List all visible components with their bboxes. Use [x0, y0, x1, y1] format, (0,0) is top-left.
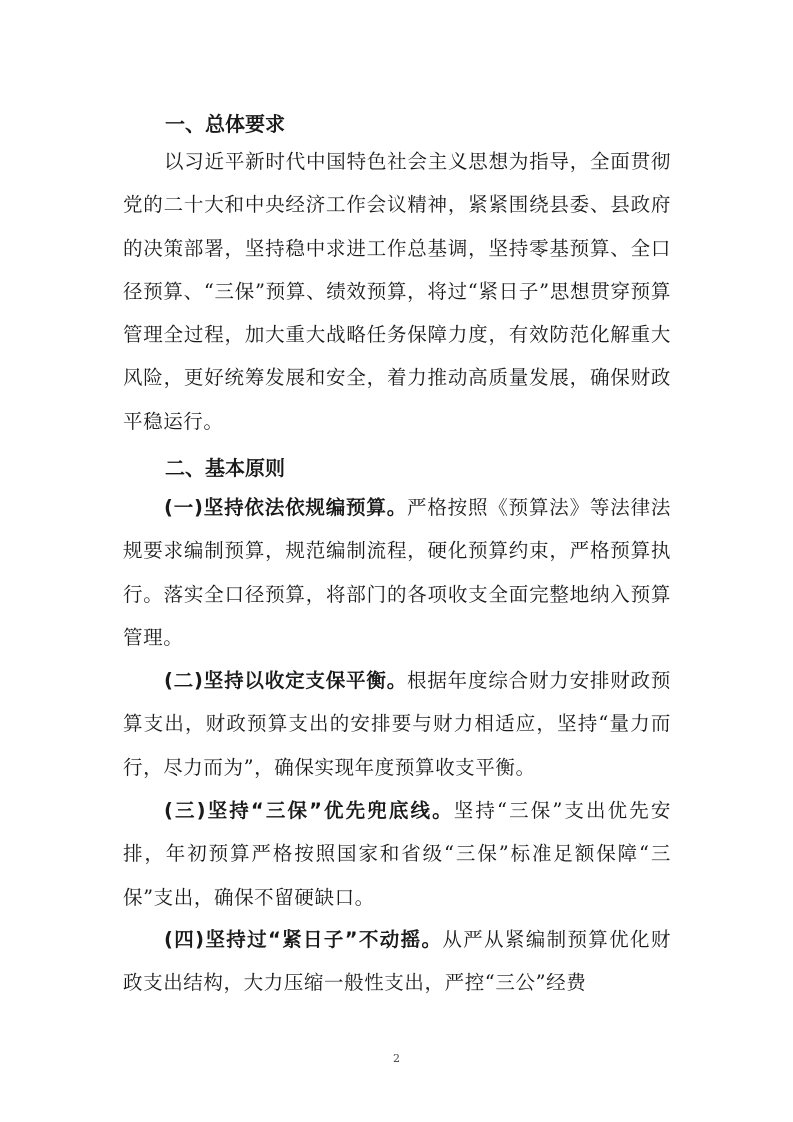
section-heading-general: 一、总体要求: [165, 112, 285, 136]
principle-1-lead: (一)坚持依法依规编预算。: [164, 496, 408, 519]
principle-3-body: 坚持“三保”支出优先安排，年初预算严格按照国家和省级“三保”标准足额保障“三保”支出，确保不留硬缺口。: [123, 799, 671, 909]
section-heading-principles: 二、基本原则: [165, 456, 285, 480]
paragraph-principle-3: [123, 789, 671, 919]
principle-4-lead: (四)坚持过“紧日子”不动摇。: [164, 928, 443, 951]
page-number: 2: [393, 1052, 400, 1065]
paragraph-general-requirements: 以习近平新时代中国特色社会主义思想为指导，全面贯彻党的二十大和中央经济工作会议精神，紧紧围绕县委、县政府的决策部署，坚持稳中求进工作总基调，坚持零基预算、全口径预算、“三保”预算、绩效预算，将过“紧日子”思想贯穿预算管理全过程，加大重大战略任务保障力度，有效防范化解重大风险，更好统筹发展和安全，着力推动高质量发展，确保财政平稳运行。: [123, 150, 671, 433]
paragraph-principle-2: [123, 659, 671, 789]
principle-4-body: 从严从紧编制预算优化财政支出结构，大力压缩一般性支出，严控“三公”经费: [123, 928, 671, 995]
paragraph-principle-4: [123, 918, 671, 1005]
principle-2-body: 根据年度综合财力安排财政预算支出，财政预算支出的安排要与财力相适应，坚持“量力而行，尽力而为”，确保实现年度预算收支平衡。: [123, 669, 672, 779]
principle-2-lead: (二)坚持以收定支保平衡。: [164, 669, 408, 692]
principle-1-body: 严格按照《预算法》等法律法规要求编制预算，规范编制流程，硬化预算约束，严格预算执行。落实全口径预算，将部门的各项收支全面完整地纳入预算管理。: [123, 496, 672, 649]
principle-3-lead: (三)坚持“三保”优先兜底线。: [164, 799, 454, 822]
paragraph-principle-1: [123, 486, 671, 659]
